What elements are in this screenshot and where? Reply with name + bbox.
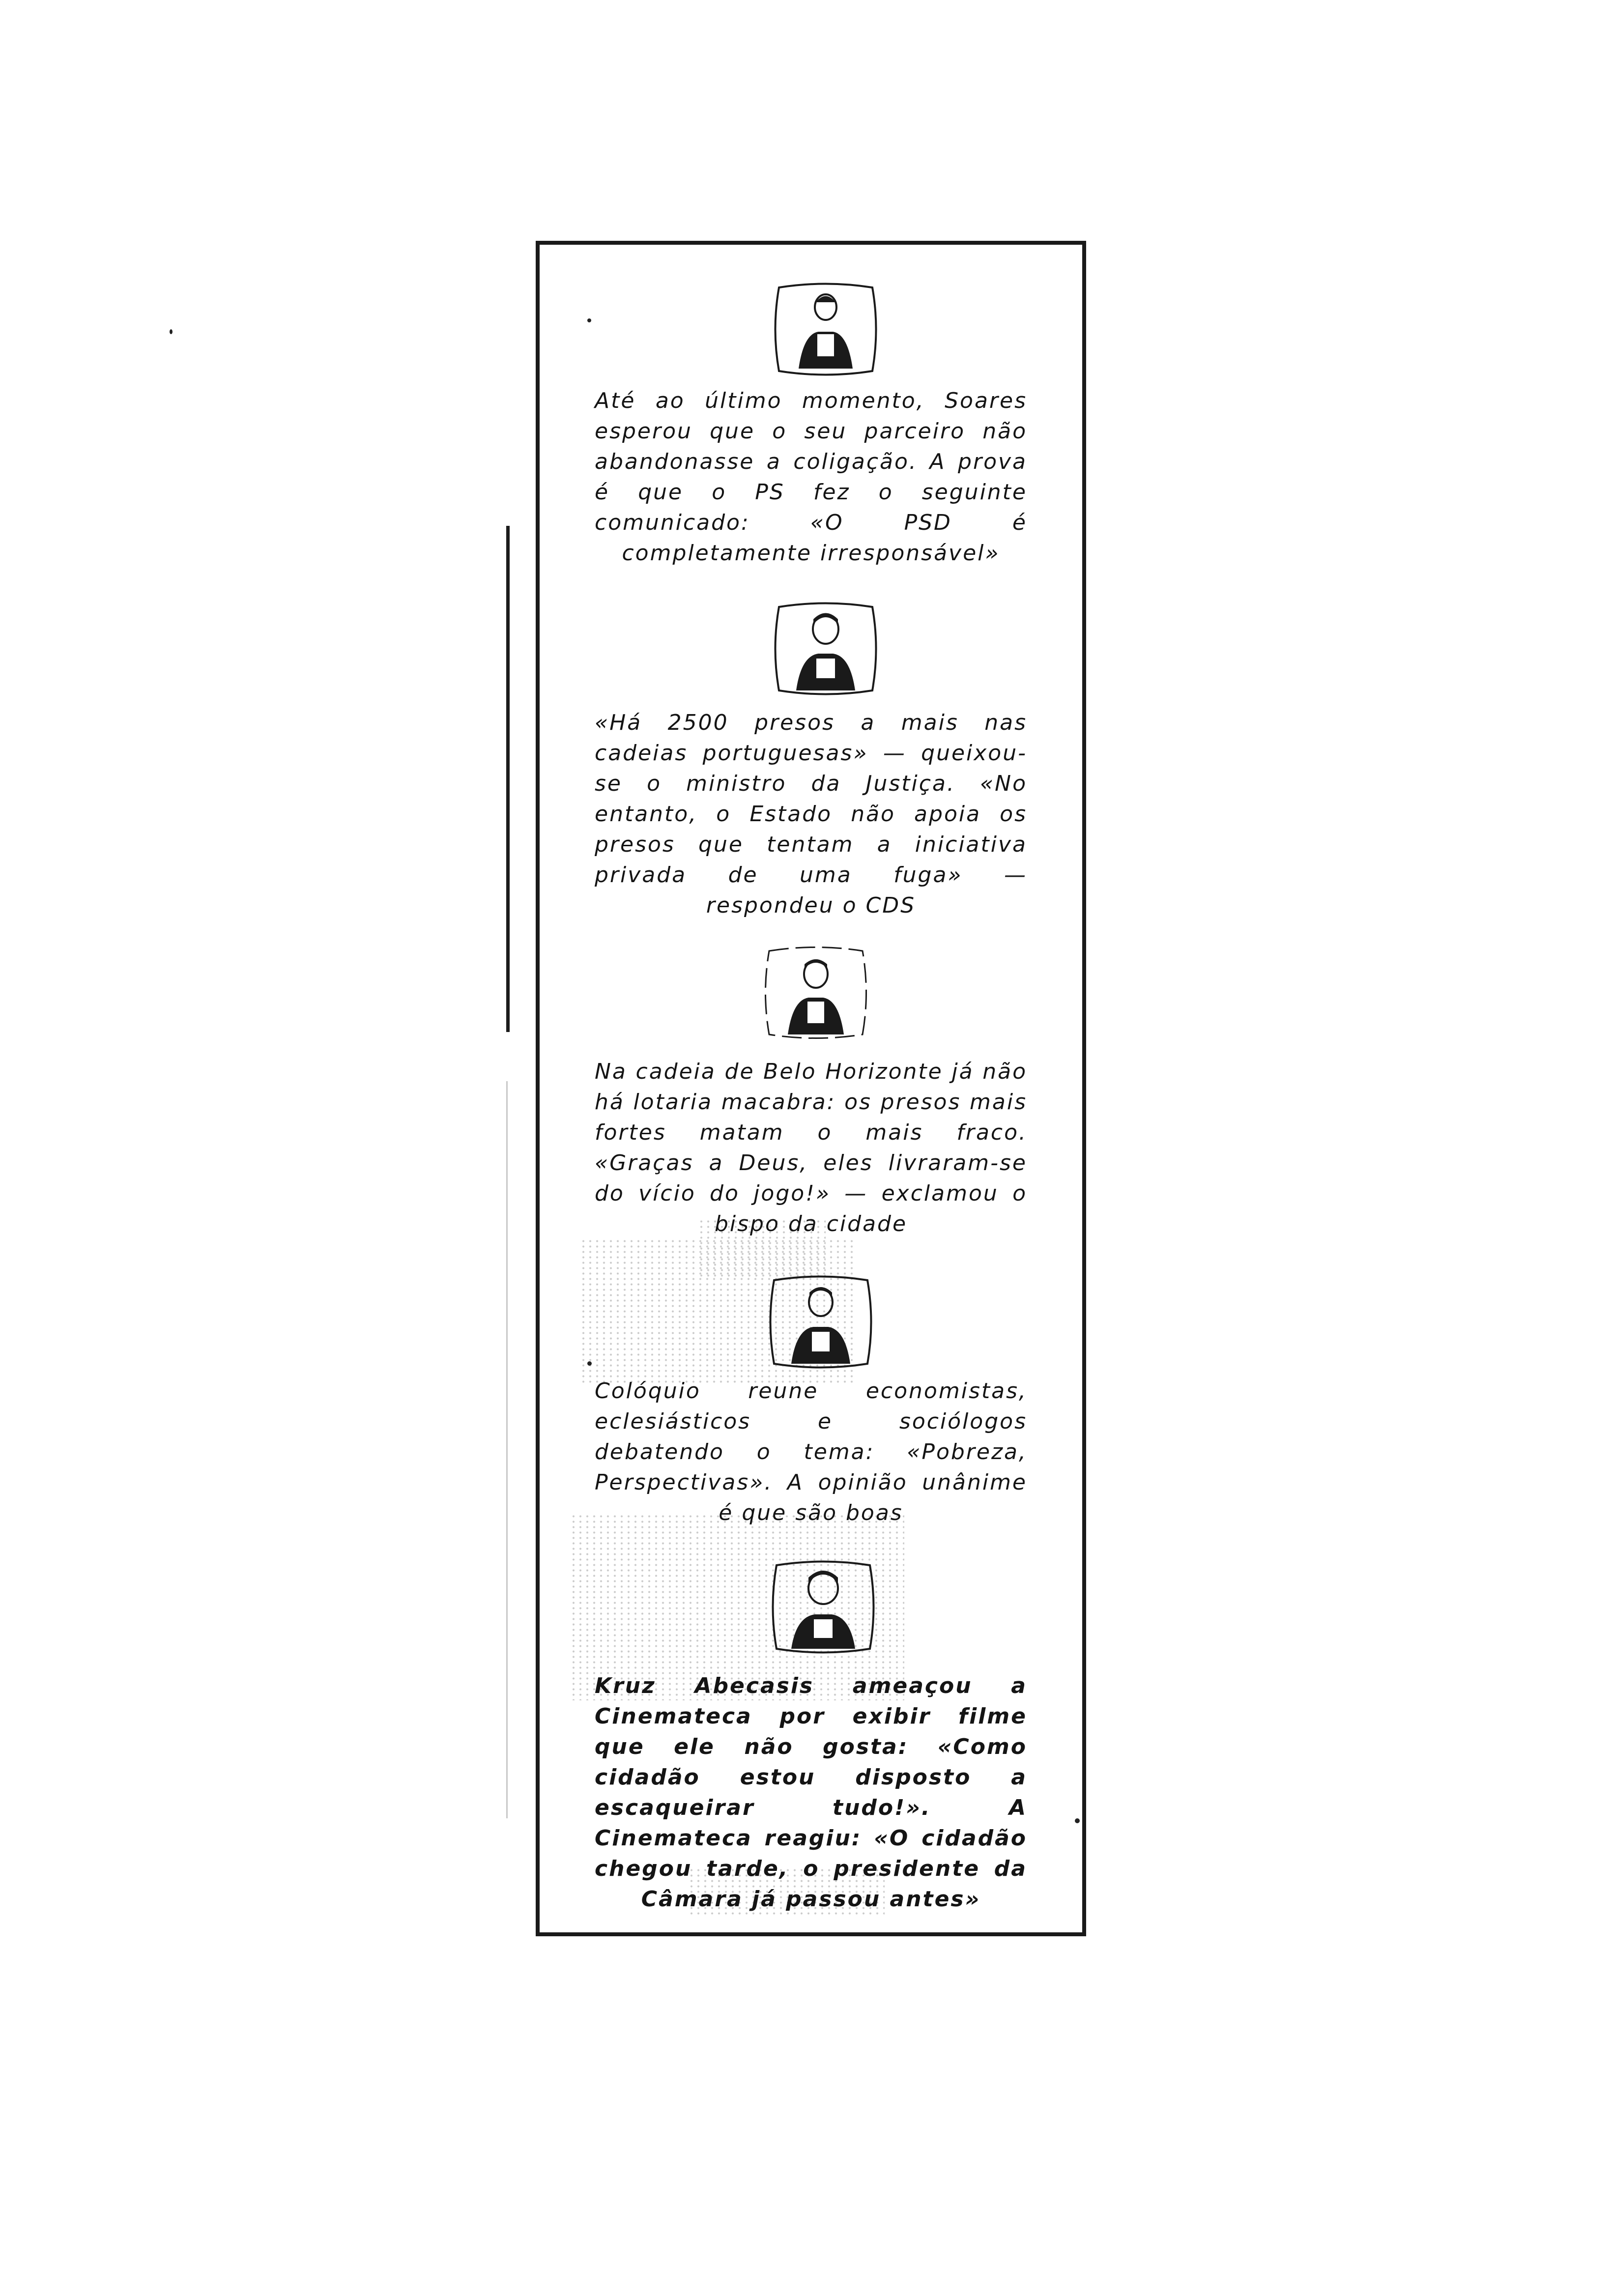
tv-presenter-icon-svg (769, 600, 882, 698)
news-item-2: «Há 2500 presos a mais nas cadeias portuguesas» — queixou-se o ministro da Justiça. «No entanto, o Estado não apoia os presos que tentam a iniciativa privada de uma fuga» — respondeu o CDS (595, 710, 1027, 918)
scan-speck (587, 318, 591, 322)
tv-presenter-icon-svg (764, 1273, 877, 1371)
tv-presenter-icon (767, 1558, 880, 1656)
scan-speck (587, 1361, 592, 1366)
news-item-3: Na cadeia de Belo Horizonte já não há lotaria macabra: os presos mais fortes matam o mais fraco. «Graças a Deus, eles livraram-se do vício do jogo!» — exclamou o bispo da cidade (595, 1059, 1027, 1236)
tv-presenter-icon (759, 944, 872, 1042)
news-item-1: Até ao último momento, Soares esperou que o seu parceiro não abandonasse a coligação. A prova é que o PS fez o seguinte comunicado: «O PSD é completamente irresponsável» (595, 388, 1027, 566)
tv-presenter-icon-svg (769, 280, 882, 378)
margin-rule-faint (506, 1081, 508, 1818)
news-item-5: Kruz Abecasis ameaçou a Cinemateca por exibir filme que ele não gosta: «Como cidadão estou disposto a escaqueirar tudo!». A Cinemateca reagiu: «O cidadão chegou tarde, o presidente da Câmara já passou antes» (595, 1673, 1027, 1912)
news-item-4: Colóquio reune economistas, eclesiásticos e sociólogos debatendo o tema: «Pobreza, Perspectivas». A opinião unânime é que são boas (595, 1378, 1027, 1525)
scan-speck (1075, 1818, 1080, 1823)
tv-presenter-icon-svg (759, 944, 872, 1042)
tv-presenter-icon-svg (767, 1558, 880, 1656)
tv-presenter-icon (764, 1273, 877, 1371)
tv-presenter-icon (769, 600, 882, 698)
tv-presenter-icon (769, 280, 882, 378)
scan-speck (170, 329, 173, 334)
margin-rule (506, 526, 510, 1032)
